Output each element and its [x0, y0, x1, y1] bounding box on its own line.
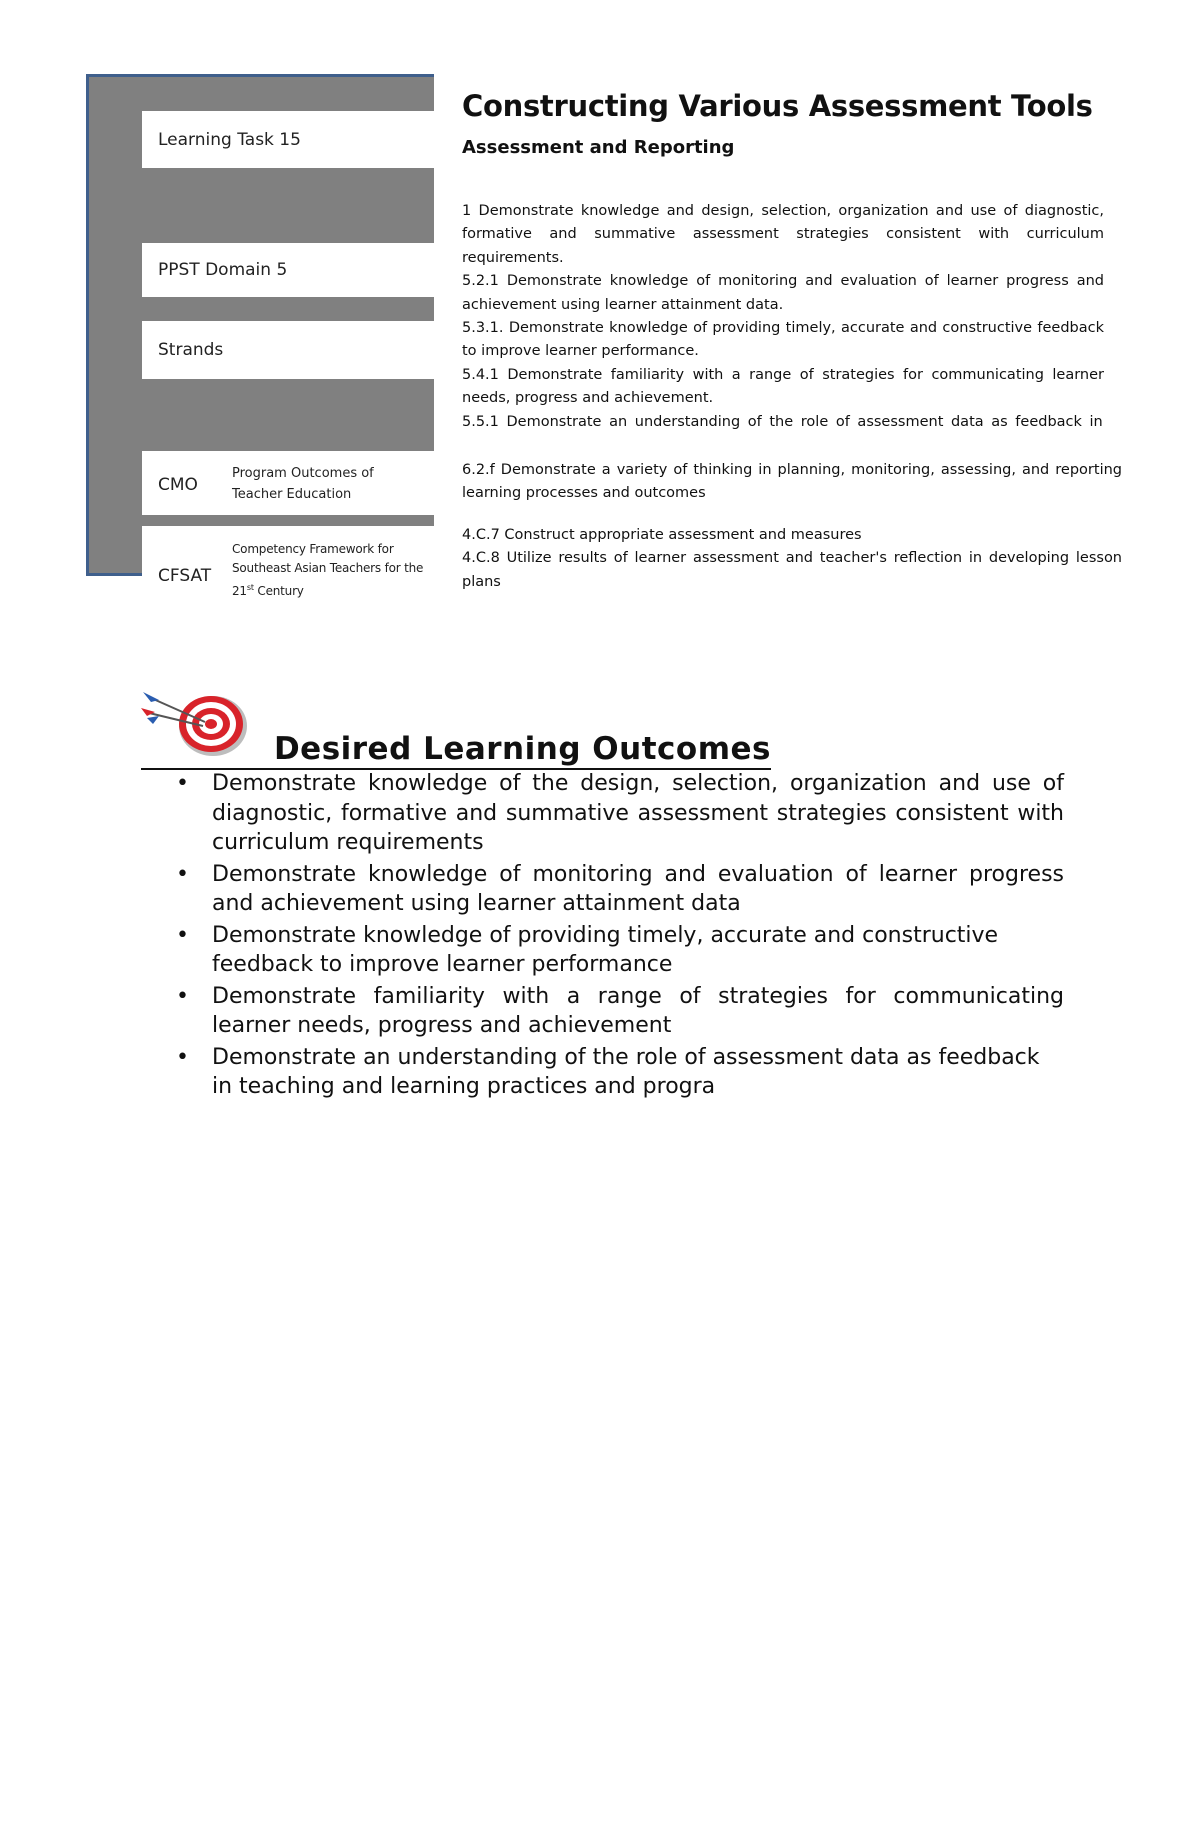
- outcomes-list: [176, 769, 1064, 1104]
- cfsat-items-list: [462, 524, 1122, 594]
- standard-item: 5.3.1. Demonstrate knowledge of providing timely, accurate and constructive feedback to improve learner performance.: [462, 320, 1104, 360]
- learning-task-box: [142, 111, 434, 168]
- cfsat-description: Competency Framework for Southeast Asian Teachers for the 21st Century: [232, 542, 424, 598]
- standard-item: 1 Demonstrate knowledge and design, selection, organization and use of diagnostic, formative and summative assessment strategies consistent with curriculum requirements.: [462, 203, 1104, 266]
- page-title: Constructing Various Assessment Tools: [462, 89, 1093, 123]
- outcome-item: • Demonstrate knowledge of the design, selection, organization and use of diagnostic, formative and summative assessment strategies consistent with curriculum requirements: [176, 771, 1064, 855]
- cmo-box: [142, 451, 434, 520]
- outcome-item: • Demonstrate an understanding of the role of assessment data as feedback in teaching and learning practices and progra: [176, 1044, 1040, 1099]
- outcome-item: • Demonstrate knowledge of providing timely, accurate and constructive feedback to improve learner performance: [176, 922, 999, 977]
- outcome-item: • Demonstrate knowledge of monitoring and evaluation of learner progress and achievement using learner attainment data: [176, 861, 1064, 916]
- page-subtitle: Assessment and Reporting: [462, 137, 735, 158]
- cfsat-abbr: CFSAT: [158, 566, 212, 586]
- learning-task-label: Learning Task 15: [158, 129, 301, 150]
- ppst-standards-list: [462, 200, 1104, 434]
- ppst-domain-label: PPST Domain 5: [158, 260, 288, 280]
- outcome-item: • Demonstrate familiarity with a range of strategies for communicating learner needs, progress and achievement: [176, 983, 1064, 1038]
- cfsat-item: 4.C.8 Utilize results of learner assessment and teacher's reflection in developing lesson plans: [462, 550, 1122, 590]
- strands-label: Strands: [158, 340, 224, 360]
- cmo-abbr: CMO: [158, 475, 198, 495]
- standard-item: 5.4.1 Demonstrate familiarity with a range of strategies for communicating learner needs, progress and achievement.: [462, 366, 1104, 407]
- cfsat-box: [142, 526, 434, 600]
- ppst-domain-box: [142, 243, 434, 297]
- strands-box: [142, 321, 434, 379]
- cfsat-item: 4.C.7 Construct appropriate assessment and measures: [462, 527, 862, 543]
- cmo-outcome: 6.2.f Demonstrate a variety of thinking in planning, monitoring, assessing, and reporting learning processes and outcomes: [462, 462, 1122, 502]
- outcomes-heading: Desired Learning Outcomes: [141, 730, 771, 770]
- cmo-description: Program Outcomes of Teacher Education: [232, 466, 374, 502]
- standard-item: 5.5.1 Demonstrate an understanding of the role of assessment data as feedback in: [462, 413, 1103, 430]
- standard-item: 5.2.1 Demonstrate knowledge of monitoring and evaluation of learner progress and achievement using learner attainment data.: [462, 273, 1104, 313]
